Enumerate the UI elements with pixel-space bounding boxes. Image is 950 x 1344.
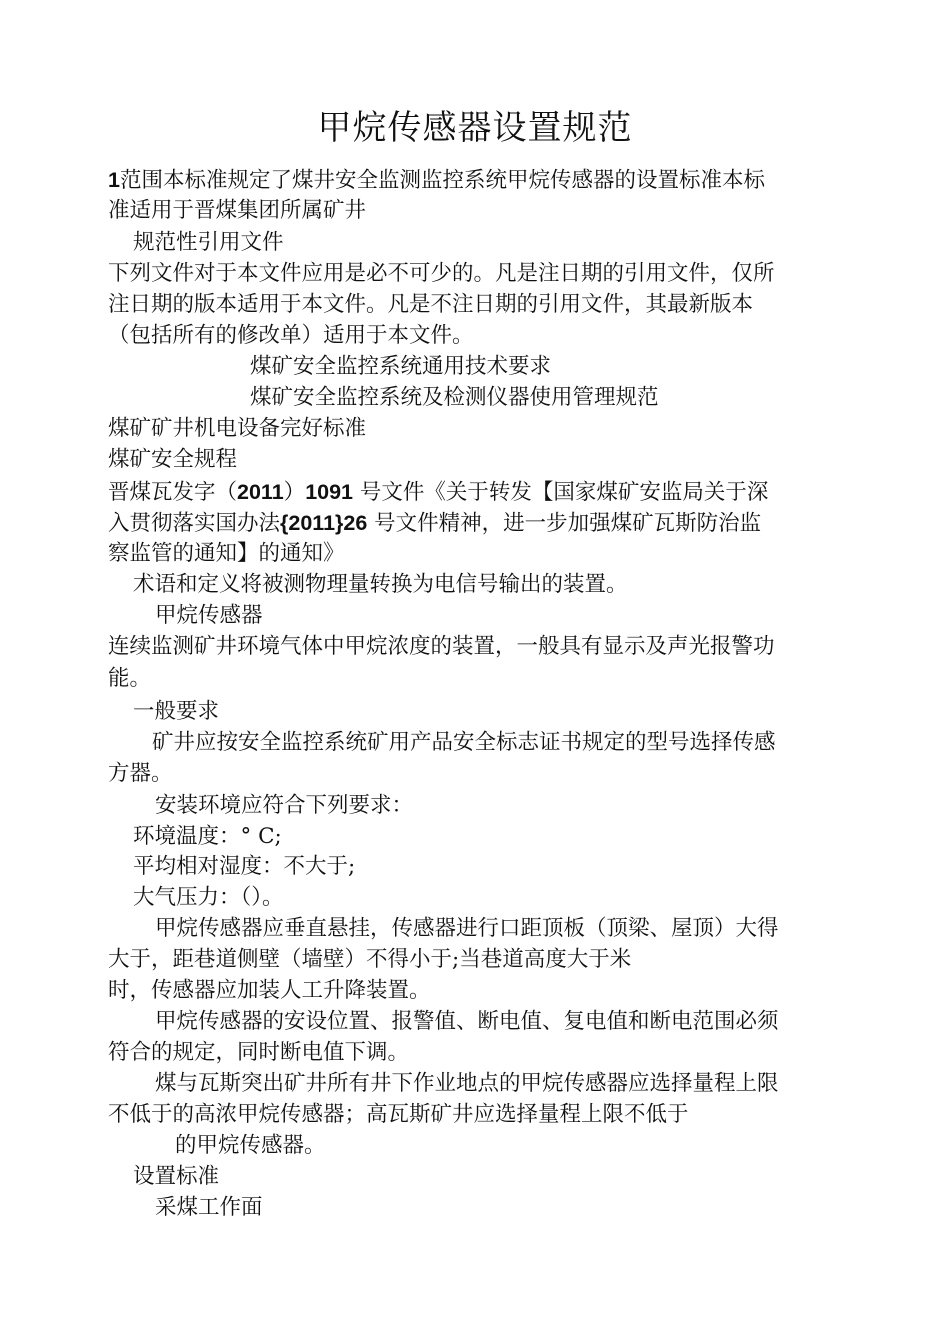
requirement-item: 大气压力：（）。 [133,885,284,910]
text-line: 能。 [108,666,152,691]
text-line: 符合的规定，同时断电值下调。 [108,1040,410,1065]
text-line: 察监管的通知】的通知》 [108,541,345,566]
section-heading-references: 规范性引用文件 [133,230,284,255]
text-line: 大于，距巷道侧壁（墙壁）不得小于;当巷道高度大于米 [108,947,632,972]
reference-item: 煤矿安全监控系统通用技术要求 [250,354,552,379]
section-heading-settings: 设置标准 [133,1164,220,1189]
text-line: 甲烷传感器应垂直悬挂，传感器进行口距顶板（顶梁、屋顶）大得 [155,916,779,941]
text-line: 矿井应按安全监控系统矿用产品安全标志证书规定的型号选择传感 [152,730,776,755]
text-span: 号文件精神，进一步加强煤矿瓦斯防治监 [367,511,762,536]
text-span: 1091 [305,480,354,504]
paragraph-scope [108,165,765,196]
requirement-item: 环境温度：° C; [133,824,282,849]
text-line: （包括所有的修改单）适用于本文件。 [108,323,474,348]
subsection-heading: 采煤工作面 [155,1195,263,1220]
text-line: 安装环境应符合下列要求： [155,793,414,818]
term-heading: 甲烷传感器 [155,603,263,628]
text-span: {2011}26 [280,511,368,535]
text-line: 煤与瓦斯突出矿井所有井下作业地点的甲烷传感器应选择量程上限 [155,1071,779,1096]
reference-item: 煤矿矿井机电设备完好标准 [108,416,367,441]
text-span: 号文件《关于转发【国家煤矿安监局关于深 [353,480,769,505]
text-line: 范围本标准规定了煤井安全监测监控系统甲烷传感器的设置标准本标 [119,168,765,193]
text-span: 2011 [237,480,284,504]
text-span: ） [283,480,306,505]
text-line: 准适用于晋煤集团所属矿井 [108,198,367,223]
document-title: 甲烷传感器设置规范 [317,108,633,148]
text-line: 下列文件对于本文件应用是必不可少的。凡是注日期的引用文件，仅所 [108,261,775,286]
section-heading-general: 一般要求 [133,699,220,724]
requirement-item: 平均相对湿度：不大于; [133,854,356,879]
text-line: 甲烷传感器的安设位置、报警值、断电值、复电值和断电范围必须 [155,1009,779,1034]
text-line: 连续监测矿井环境气体中甲烷浓度的装置，一般具有显示及声光报警功 [108,634,775,659]
reference-item: 煤矿安全监控系统及检测仪器使用管理规范 [250,385,659,410]
text-line: 方器。 [108,761,173,786]
reference-item: 煤矿安全规程 [108,447,238,472]
text-line: 的甲烷传感器。 [175,1133,326,1158]
reference-item [108,477,768,508]
text-line: 不低于的高浓甲烷传感器；高瓦斯矿井应选择量程上限不低于 [108,1102,689,1127]
section-heading-terms: 术语和定义将被测物理量转换为电信号输出的装置。 [133,572,628,597]
text-span: 晋煤瓦发字（ [108,480,238,505]
text-line: 注日期的版本适用于本文件。凡是不注日期的引用文件，其最新版本 [108,292,754,317]
text-span: 入贯彻落实国办法 [108,511,281,536]
section-number: 1 [108,168,120,192]
text-line: 时，传感器应加装人工升降装置。 [108,978,431,1003]
text-line [108,508,761,539]
